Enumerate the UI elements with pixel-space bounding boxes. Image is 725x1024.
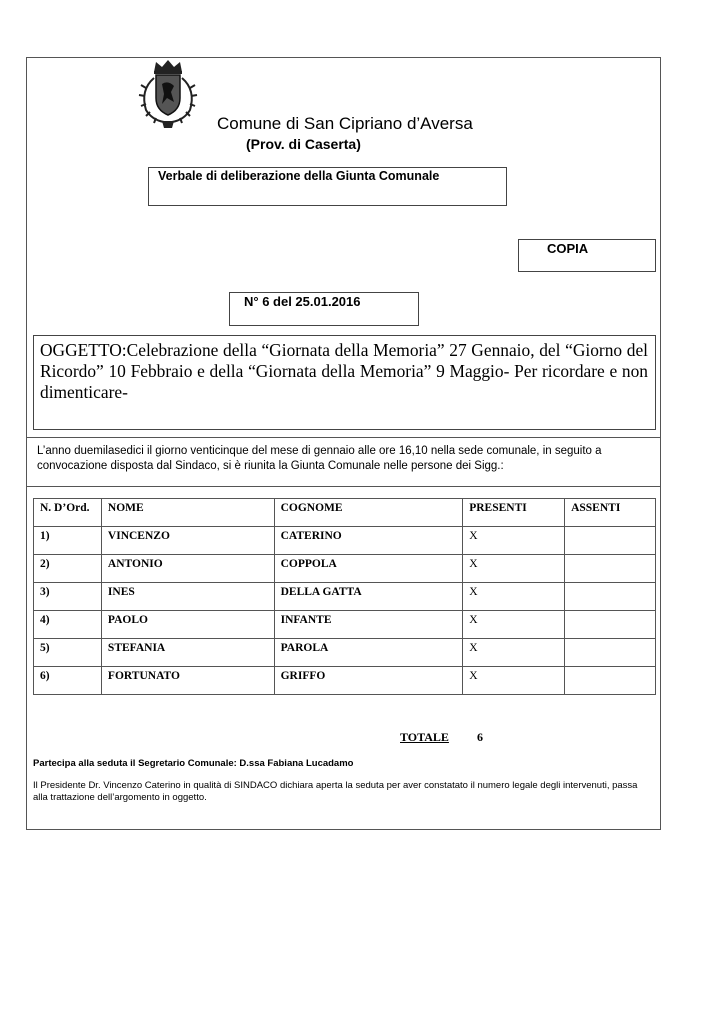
segretario-line: Partecipa alla seduta il Segretario Comunale: D.ssa Fabiana Lucadamo <box>33 758 354 769</box>
delibera-number: N° 6 del 25.01.2016 <box>244 294 361 309</box>
cell-ord: 6) <box>34 667 102 695</box>
table-row <box>34 583 656 611</box>
header-assenti: ASSENTI <box>565 499 656 527</box>
table-header-row <box>34 499 656 527</box>
cell-presente: X <box>463 611 565 639</box>
header-ord: N. D’Ord. <box>34 499 102 527</box>
cell-presente: X <box>463 667 565 695</box>
cell-assente <box>565 667 656 695</box>
table-row <box>34 639 656 667</box>
table-row <box>34 555 656 583</box>
coat-of-arms-emblem <box>136 58 200 130</box>
totale-label: TOTALE <box>400 730 449 744</box>
cell-presente: X <box>463 527 565 555</box>
oggetto-text: OGGETTO:Celebrazione della “Giornata della Memoria” 27 Gennaio, del “Giorno del Ricordo” 10 Febbraio e della “Giornata della Memoria” 9 Maggio- Per ricordare e non dimenticare- <box>40 340 648 402</box>
cell-cognome: PAROLA <box>274 639 463 667</box>
provincia-subtitle: (Prov. di Caserta) <box>246 136 361 152</box>
cell-ord: 5) <box>34 639 102 667</box>
cell-cognome: INFANTE <box>274 611 463 639</box>
cell-presente: X <box>463 639 565 667</box>
cell-assente <box>565 527 656 555</box>
copia-label: COPIA <box>547 241 589 256</box>
cell-cognome: COPPOLA <box>274 555 463 583</box>
cell-presente: X <box>463 583 565 611</box>
table-row <box>34 611 656 639</box>
cell-assente <box>565 611 656 639</box>
cell-cognome: CATERINO <box>274 527 463 555</box>
table-row <box>34 527 656 555</box>
attendance-table <box>33 498 656 695</box>
divider-line <box>26 486 661 487</box>
header-nome: NOME <box>101 499 274 527</box>
cell-assente <box>565 555 656 583</box>
intro-paragraph: L’anno duemilasedici il giorno venticinque del mese di gennaio alle ore 16,10 nella sede comunale, in seguito a convocazione disposta dal Sindaco, si è riunita la Giunta Comunale nelle persone dei Sigg.: <box>37 445 602 472</box>
cell-assente <box>565 583 656 611</box>
cell-nome: ANTONIO <box>101 555 274 583</box>
cell-nome: INES <box>101 583 274 611</box>
cell-ord: 2) <box>34 555 102 583</box>
table-row <box>34 667 656 695</box>
divider-line <box>26 437 661 438</box>
cell-ord: 1) <box>34 527 102 555</box>
header-presenti: PRESENTI <box>463 499 565 527</box>
cell-cognome: DELLA GATTA <box>274 583 463 611</box>
cell-ord: 3) <box>34 583 102 611</box>
presidente-paragraph: Il Presidente Dr. Vincenzo Caterino in qualità di SINDACO dichiara aperta la seduta per aver constatato il numero legale degli intervenuti, passa alla trattazione dell’argomento in oggetto. <box>33 780 638 803</box>
comune-title: Comune di San Cipriano d’Aversa <box>217 114 473 133</box>
verbale-title: Verbale di deliberazione della Giunta Comunale <box>158 169 440 183</box>
totale-value: 6 <box>477 730 483 744</box>
cell-nome: PAOLO <box>101 611 274 639</box>
cell-presente: X <box>463 555 565 583</box>
cell-cognome: GRIFFO <box>274 667 463 695</box>
cell-nome: VINCENZO <box>101 527 274 555</box>
cell-assente <box>565 639 656 667</box>
cell-nome: STEFANIA <box>101 639 274 667</box>
header-cognome: COGNOME <box>274 499 463 527</box>
cell-ord: 4) <box>34 611 102 639</box>
cell-nome: FORTUNATO <box>101 667 274 695</box>
